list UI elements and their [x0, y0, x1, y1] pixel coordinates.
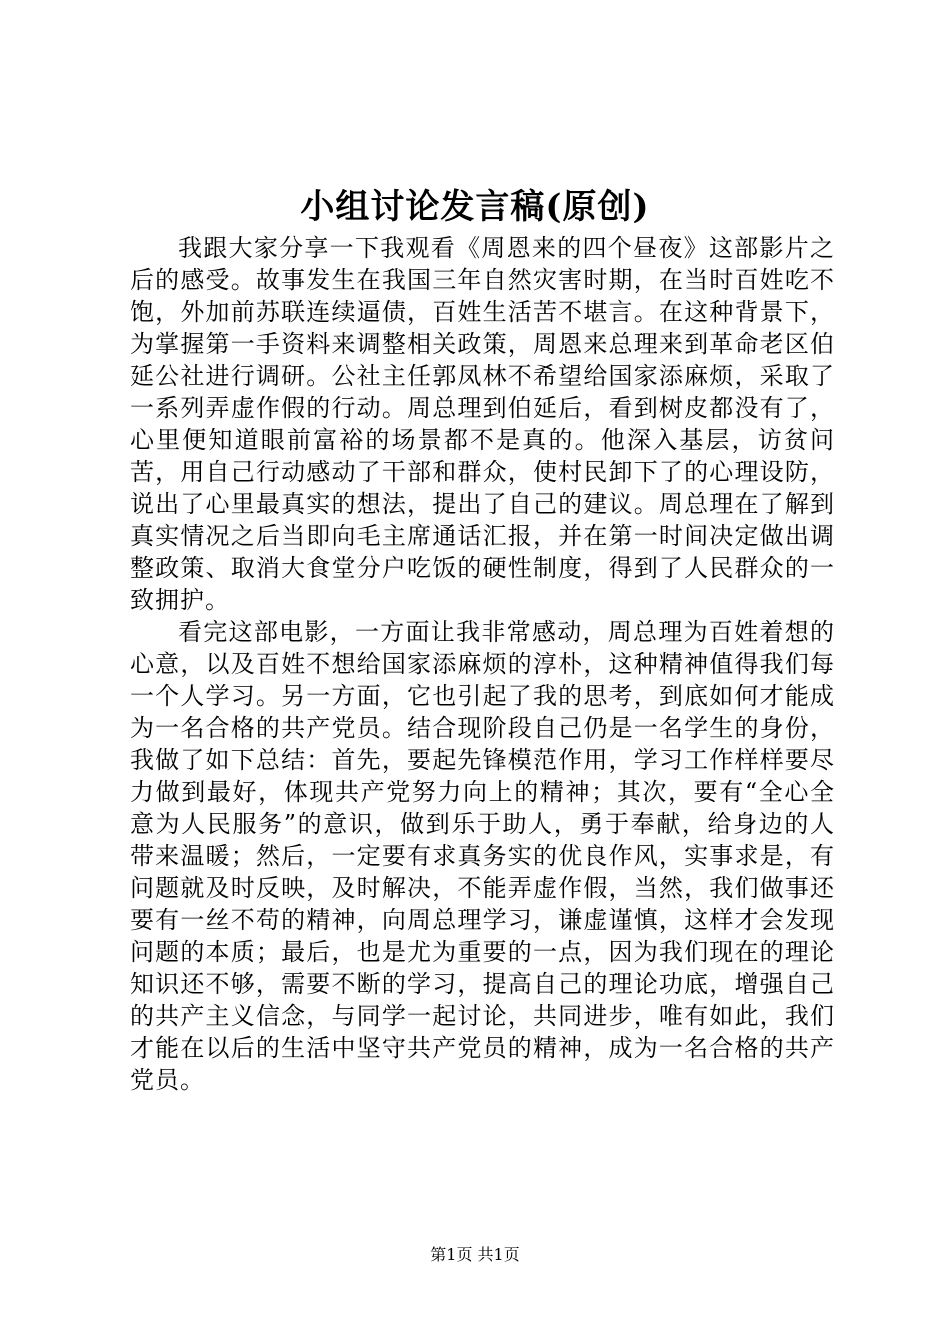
body-paragraph-2: 看完这部电影，一方面让我非常感动，周总理为百姓着想的心意，以及百姓不想给国家添麻烦的淳朴，这种精神值得我们每一个人学习。另一方面，它也引起了我的思考，到底如何才能成为一名合格的共产党员。结合现阶段自己仍是一名学生的身份，我做了如下总结：首先，要起先锋模范作用，学习工作样样要尽力做到最好，体现共产党努力向上的精神；其次，要有“全心全意为人民服务”的意识，做到乐于助人，勇于奉献，给身边的人带来温暖；然后，一定要有求真务实的优良作风，实事求是，有问题就及时反映，及时解决，不能弄虚作假，当然，我们做事还要有一丝不苟的精神，向周总理学习，谦虚谨慎，这样才会发现问题的本质；最后，也是尤为重要的一点，因为我们现在的理论知识还不够，需要不断的学习，提高自己的理论功底，增强自己的共产主义信念，与同学一起讨论，共同进步，唯有如此，我们才能在以后的生活中坚守共产党员的精神，成为一名合格的共产党员。: [130, 618, 835, 1094]
page-footer: 第1页 共1页: [430, 1245, 520, 1264]
document-title: 小组讨论发言稿(原创): [300, 187, 650, 227]
document-body: [130, 232, 835, 1096]
body-paragraph-1: 我跟大家分享一下我观看《周恩来的四个昼夜》这部影片之后的感受。故事发生在我国三年自然灾害时期，在当时百姓吃不饱，外加前苏联连续逼债，百姓生活苦不堪言。在这种背景下，为掌握第一手资料来调整相关政策，周恩来总理来到革命老区伯延公社进行调研。公社主任郭凤林不希望给国家添麻烦，采取了一系列弄虚作假的行动。周总理到伯延后，看到树皮都没有了，心里便知道眼前富裕的场景都不是真的。他深入基层，访贫问苦，用自己行动感动了干部和群众，使村民卸下了的心理设防，说出了心里最真实的想法，提出了自己的建议。周总理在了解到真实情况之后当即向毛主席通话汇报，并在第一时间决定做出调整政策、取消大食堂分户吃饭的硬性制度，得到了人民群众的一致拥护。: [130, 234, 835, 614]
